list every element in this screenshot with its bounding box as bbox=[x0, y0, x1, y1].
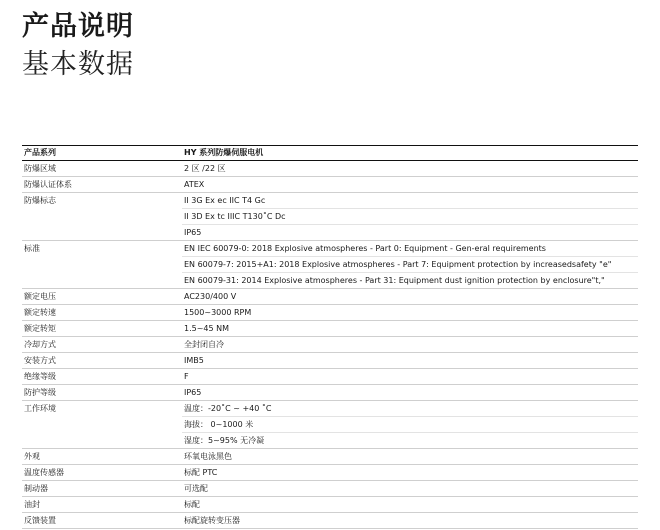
table-row bbox=[22, 353, 638, 369]
page-subtitle: 基本数据 bbox=[22, 49, 134, 80]
row-value: 2 区 /22 区 bbox=[184, 164, 226, 173]
row-value: F bbox=[184, 372, 189, 381]
row-value: 湿度：5~95% 无冷凝 bbox=[182, 432, 638, 448]
row-value: 标配 bbox=[184, 500, 200, 509]
row-label: 安装方式 bbox=[24, 356, 56, 365]
row-label-cell bbox=[22, 353, 182, 369]
row-value: EN 60079-31: 2014 Explosive atmospheres - Part 31: Equipment dust ignition protection by enclosure"t," bbox=[182, 272, 638, 288]
row-value-cell bbox=[182, 449, 638, 465]
spec-table-body bbox=[22, 161, 638, 529]
row-value: IMB5 bbox=[184, 356, 204, 365]
row-value-cell bbox=[182, 481, 638, 497]
row-value: IP65 bbox=[184, 388, 202, 397]
table-row bbox=[22, 177, 638, 193]
row-value-cell bbox=[182, 241, 638, 289]
row-value-cell bbox=[182, 321, 638, 337]
row-label: 标准 bbox=[24, 244, 40, 253]
row-value-cell bbox=[182, 177, 638, 193]
row-value: EN 60079-7: 2015+A1: 2018 Explosive atmospheres - Part 7: Equipment protection by increasedsafety "e" bbox=[182, 256, 638, 272]
row-value: AC230/400 V bbox=[184, 292, 237, 301]
row-label-cell bbox=[22, 449, 182, 465]
row-label: 冷却方式 bbox=[24, 340, 56, 349]
row-value-cell bbox=[182, 305, 638, 321]
row-label: 额定转速 bbox=[24, 308, 56, 317]
row-label-cell bbox=[22, 385, 182, 401]
table-row bbox=[22, 449, 638, 465]
row-label-cell bbox=[22, 321, 182, 337]
table-row bbox=[22, 385, 638, 401]
row-value-cell bbox=[182, 193, 638, 241]
row-label-cell bbox=[22, 369, 182, 385]
row-label-cell bbox=[22, 193, 182, 241]
row-value: 海拔： 0~1000 米 bbox=[182, 416, 638, 432]
row-label-cell bbox=[22, 289, 182, 305]
row-label: 温度传感器 bbox=[24, 468, 64, 477]
table-row bbox=[22, 289, 638, 305]
row-label-cell bbox=[22, 513, 182, 529]
table-row bbox=[22, 241, 638, 289]
row-value-cell bbox=[182, 465, 638, 481]
row-value-cell bbox=[182, 369, 638, 385]
table-row bbox=[22, 337, 638, 353]
row-value: 环氧电泳黑色 bbox=[184, 452, 232, 461]
row-value: EN IEC 60079-0: 2018 Explosive atmospheres - Part 0: Equipment - Gen-eral requirements bbox=[184, 244, 546, 253]
row-value: 标配旋转变压器 bbox=[184, 516, 240, 525]
row-label: 绝缘等级 bbox=[24, 372, 56, 381]
row-value-cell bbox=[182, 401, 638, 449]
table-row bbox=[22, 369, 638, 385]
row-value: 可选配 bbox=[184, 484, 208, 493]
row-label-cell bbox=[22, 481, 182, 497]
row-value: 温度：-20˚C ~ +40 ˚C bbox=[184, 404, 272, 413]
row-label: 外观 bbox=[24, 452, 40, 461]
header-product-series: 产品系列 bbox=[22, 146, 182, 161]
row-label: 防护等级 bbox=[24, 388, 56, 397]
row-value-cell bbox=[182, 337, 638, 353]
row-value: 全封闭自冷 bbox=[184, 340, 224, 349]
row-label: 制动器 bbox=[24, 484, 48, 493]
row-label: 油封 bbox=[24, 500, 40, 509]
table-row bbox=[22, 193, 638, 241]
row-label: 反馈装置 bbox=[24, 516, 56, 525]
row-label: 额定转矩 bbox=[24, 324, 56, 333]
row-value-cell bbox=[182, 161, 638, 177]
table-row bbox=[22, 161, 638, 177]
table-row bbox=[22, 401, 638, 449]
row-label: 防爆区域 bbox=[24, 164, 56, 173]
row-value-cell bbox=[182, 353, 638, 369]
row-label-cell bbox=[22, 177, 182, 193]
row-value-cell bbox=[182, 513, 638, 529]
table-row bbox=[22, 497, 638, 513]
row-label: 额定电压 bbox=[24, 292, 56, 301]
row-value-cell bbox=[182, 289, 638, 305]
row-label-cell bbox=[22, 497, 182, 513]
row-label: 工作环境 bbox=[24, 404, 56, 413]
row-value: 标配 PTC bbox=[184, 468, 218, 477]
table-header-row bbox=[22, 146, 638, 161]
row-value: II 3G Ex ec IIC T4 Gc bbox=[184, 196, 266, 205]
row-value: 1.5~45 NM bbox=[184, 324, 230, 333]
header-product-name: HY 系列防爆伺服电机 bbox=[182, 146, 638, 161]
table-row bbox=[22, 465, 638, 481]
table-row bbox=[22, 321, 638, 337]
row-label: 防爆认证体系 bbox=[24, 180, 72, 189]
row-label-cell bbox=[22, 241, 182, 289]
page-title: 产品说明 bbox=[22, 11, 134, 42]
row-value-cell bbox=[182, 385, 638, 401]
table-row bbox=[22, 305, 638, 321]
table-row bbox=[22, 513, 638, 529]
row-label: 防爆标志 bbox=[24, 196, 56, 205]
row-label-cell bbox=[22, 161, 182, 177]
row-label-cell bbox=[22, 337, 182, 353]
row-label-cell bbox=[22, 465, 182, 481]
row-value: IP65 bbox=[182, 224, 638, 240]
row-label-cell bbox=[22, 401, 182, 449]
row-value-cell bbox=[182, 497, 638, 513]
table-row bbox=[22, 481, 638, 497]
row-label-cell bbox=[22, 305, 182, 321]
spec-table bbox=[22, 145, 638, 529]
row-value: ATEX bbox=[184, 180, 205, 189]
row-value: 1500~3000 RPM bbox=[184, 308, 252, 317]
row-value: II 3D Ex tc IIIC T130˚C Dc bbox=[182, 208, 638, 224]
